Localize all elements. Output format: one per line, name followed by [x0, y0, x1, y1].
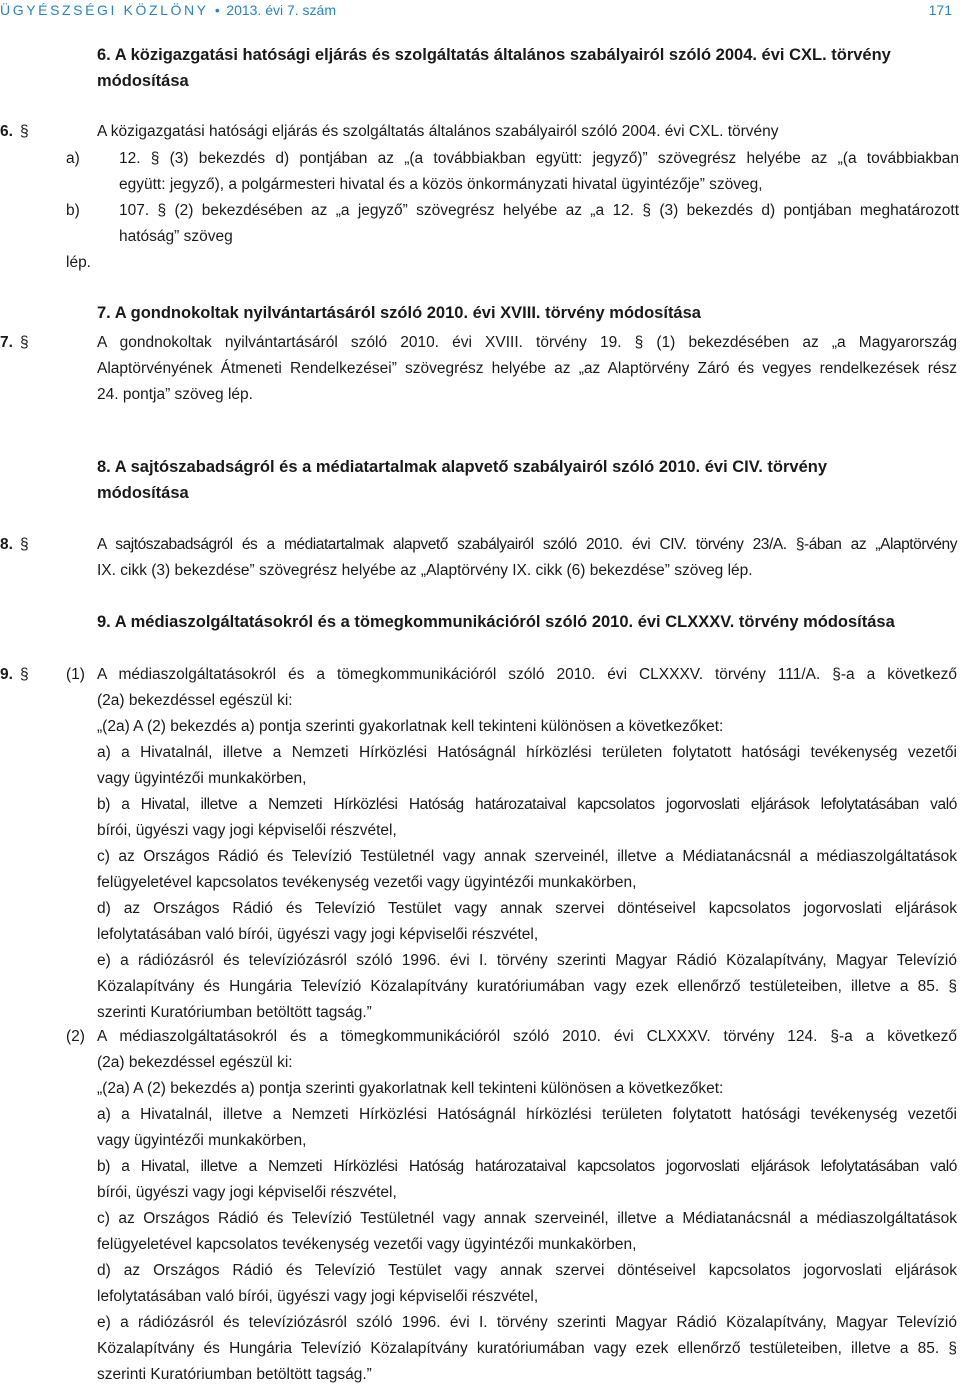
heading-line: 6. A közigazgatási hatósági eljárás és szolgáltatás általános szabályairól szóló 2004. évi CXL. törvény — [97, 46, 891, 64]
text-line: (2a) bekezdéssel egészül ki: — [97, 692, 293, 709]
text-line: (2a) bekezdéssel egészül ki: — [97, 1054, 293, 1071]
text-line: c) az Országos Rádió és Televízió Testületnél vagy annak szerveinél, illetve a Médiatanácsnál a médiaszolgáltatások — [97, 848, 957, 865]
section-symbol: § — [20, 334, 29, 351]
paragraph-7-text — [97, 330, 957, 408]
text-line: a) a Hivatalnál, illetve a Nemzeti Hírközlési Hatóságnál hírközlési területen folytatott hatósági tevékenység vezetői — [97, 744, 957, 761]
text-line: bírói, ügyészi vagy jogi képviselői részvétel, — [97, 1184, 397, 1201]
text-line: a) a Hivatalnál, illetve a Nemzeti Hírközlési Hatóságnál hírközlési területen folytatott hatósági tevékenység vezetői — [97, 1106, 957, 1123]
text-line: IX. cikk (3) bekezdése” szövegrész helyébe az „Alaptörvény IX. cikk (6) bekezdése” szöveg lép. — [97, 562, 753, 579]
text-line: e) a rádiózásról és televíziózásról szóló 1996. évi I. törvény szerinti Magyar Rádió Közalapítvány, Magyar Televízió — [97, 1314, 957, 1331]
text-line: felügyeletével kapcsolatos tevékenység vezetői vagy ügyintézői munkakörben, — [97, 874, 637, 891]
text-line: „(2a) A (2) bekezdés a) pontja szerinti gyakorlatnak kell tekinteni különösen a következőket: — [97, 718, 724, 735]
text-line: 107. § (2) bekezdésében az „a jegyző” szövegrész helyébe az „a 12. § (3) bekezdés d) pontjában meghatározott — [119, 202, 959, 219]
text-line: Közalapítvány és Hungária Televízió Közalapítvány kuratóriumában vagy ezek ellenőrző testületeiben, illetve a 85. § — [97, 1340, 957, 1357]
point-label: b) — [66, 202, 80, 219]
text-line: A médiaszolgáltatásokról és a tömegkommunikációról szóló 2010. évi CLXXXV. törvény 111/A. §-a a következő — [97, 666, 957, 683]
text-line: felügyeletével kapcsolatos tevékenység vezetői vagy ügyintézői munkakörben, — [97, 1236, 637, 1253]
header-separator: • — [214, 2, 220, 18]
subsection-2-text — [97, 1024, 957, 1388]
paragraph-number: 6. — [0, 123, 13, 140]
text-line: 24. pontja” szöveg lép. — [97, 386, 253, 403]
text-line: hatóság” szöveg — [119, 228, 233, 245]
text-line: lefolytatásában való bírói, ügyészi vagy jogi képviselői részvétel, — [97, 1288, 539, 1305]
text-line: d) az Országos Rádió és Televízió Testület vagy annak szervei döntéseivel kapcsolatos jogorvoslati eljárások — [97, 900, 957, 917]
page-header — [0, 0, 960, 24]
text-line: A médiaszolgáltatásokról és a tömegkommunikációról szóló 2010. évi CLXXXV. törvény 124. §-a a következő — [97, 1028, 957, 1045]
text-line: 12. § (3) bekezdés d) pontjában az „(a továbbiakban együtt: jegyző)” szövegrész helyébe az „(a továbbiakban — [119, 150, 959, 167]
text-line: lefolytatásában való bírói, ügyészi vagy jogi képviselői részvétel, — [97, 926, 539, 943]
section-symbol: § — [20, 536, 29, 553]
paragraph-number: 8. — [0, 536, 13, 553]
journal-title — [0, 2, 336, 18]
text-line: b) a Hivatal, illetve a Nemzeti Hírközlési Hatóság határozataival kapcsolatos jogorvoslati eljárások lefolytatásában való — [97, 796, 957, 813]
subsection-label: (2) — [66, 1028, 85, 1045]
text-line: szerinti Kuratóriumban betöltött tagság.” — [97, 1366, 372, 1383]
journal-name: ÜGYÉSZSÉGI KÖZLÖNY — [0, 2, 209, 18]
point-a-text — [119, 146, 959, 198]
subsection-label: (1) — [66, 666, 85, 683]
section-symbol: § — [20, 666, 29, 683]
heading-line: módosítása — [97, 72, 189, 90]
text-line: e) a rádiózásról és televíziózásról szóló 1996. évi I. törvény szerinti Magyar Rádió Közalapítvány, Magyar Televízió — [97, 952, 957, 969]
text-line: A sajtószabadságról és a médiatartalmak alapvető szabályairól szóló 2010. évi CIV. törvény 23/A. §-ában az „Alaptörvény — [97, 536, 957, 553]
section-symbol: § — [20, 123, 29, 140]
text-line: c) az Országos Rádió és Televízió Testületnél vagy annak szerveinél, illetve a Médiatanácsnál a médiaszolgáltatások — [97, 1210, 957, 1227]
paragraph-number: 7. — [0, 334, 13, 351]
point-b-text — [119, 198, 959, 250]
point-label: a) — [66, 150, 80, 167]
paragraph-8-text — [97, 532, 957, 584]
text-line: Alaptörvényének Átmeneti Rendelkezései” szövegrész helyébe az „az Alaptörvény Záró és vegyes rendelkezések rész — [97, 360, 957, 377]
text-line: szerinti Kuratóriumban betöltött tagság.” — [97, 1004, 372, 1021]
issue-label: 2013. évi 7. szám — [226, 2, 337, 18]
text-line: vagy ügyintézői munkakörben, — [97, 770, 307, 787]
text-line: A gondnokoltak nyilvántartásáról szóló 2010. évi XVIII. törvény 19. § (1) bekezdésében az „a Magyarország — [97, 334, 957, 351]
text-line: vagy ügyintézői munkakörben, — [97, 1132, 307, 1149]
text-line: d) az Országos Rádió és Televízió Testület vagy annak szervei döntéseivel kapcsolatos jogorvoslati eljárások — [97, 1262, 957, 1279]
section-7-heading: 7. A gondnokoltak nyilvántartásáról szóló 2010. évi XVIII. törvény módosítása — [97, 304, 701, 322]
section-8-heading — [97, 454, 957, 506]
heading-line: 8. A sajtószabadságról és a médiatartalmak alapvető szabályairól szóló 2010. évi CIV. törvény — [97, 458, 827, 476]
text-line: Közalapítvány és Hungária Televízió Közalapítvány kuratóriumában vagy ezek ellenőrző testületeiben, illetve a 85. § — [97, 978, 957, 995]
text-line: bírói, ügyészi vagy jogi képviselői részvétel, — [97, 822, 397, 839]
paragraph-intro: A közigazgatási hatósági eljárás és szolgáltatás általános szabályairól szóló 2004. évi CXL. törvény — [97, 123, 779, 140]
text-line: „(2a) A (2) bekezdés a) pontja szerinti gyakorlatnak kell tekinteni különösen a következőket: — [97, 1080, 724, 1097]
section-6-heading — [97, 42, 957, 94]
heading-line: módosítása — [97, 484, 189, 502]
text-line: b) a Hivatal, illetve a Nemzeti Hírközlési Hatóság határozataival kapcsolatos jogorvoslati eljárások lefolytatásában való — [97, 1158, 957, 1175]
section-9-heading: 9. A médiaszolgáltatásokról és a tömegkommunikációról szóló 2010. évi CLXXXV. törvény módosítása — [97, 613, 895, 631]
text-line: együtt: jegyző), a polgármesteri hivatal és a közös önkormányzati hivatal ügyintézője” szöveg, — [119, 176, 763, 193]
subsection-1-text — [97, 662, 957, 1026]
closing-word: lép. — [66, 254, 91, 271]
page-number: 171 — [928, 2, 952, 18]
paragraph-number: 9. — [0, 666, 13, 683]
